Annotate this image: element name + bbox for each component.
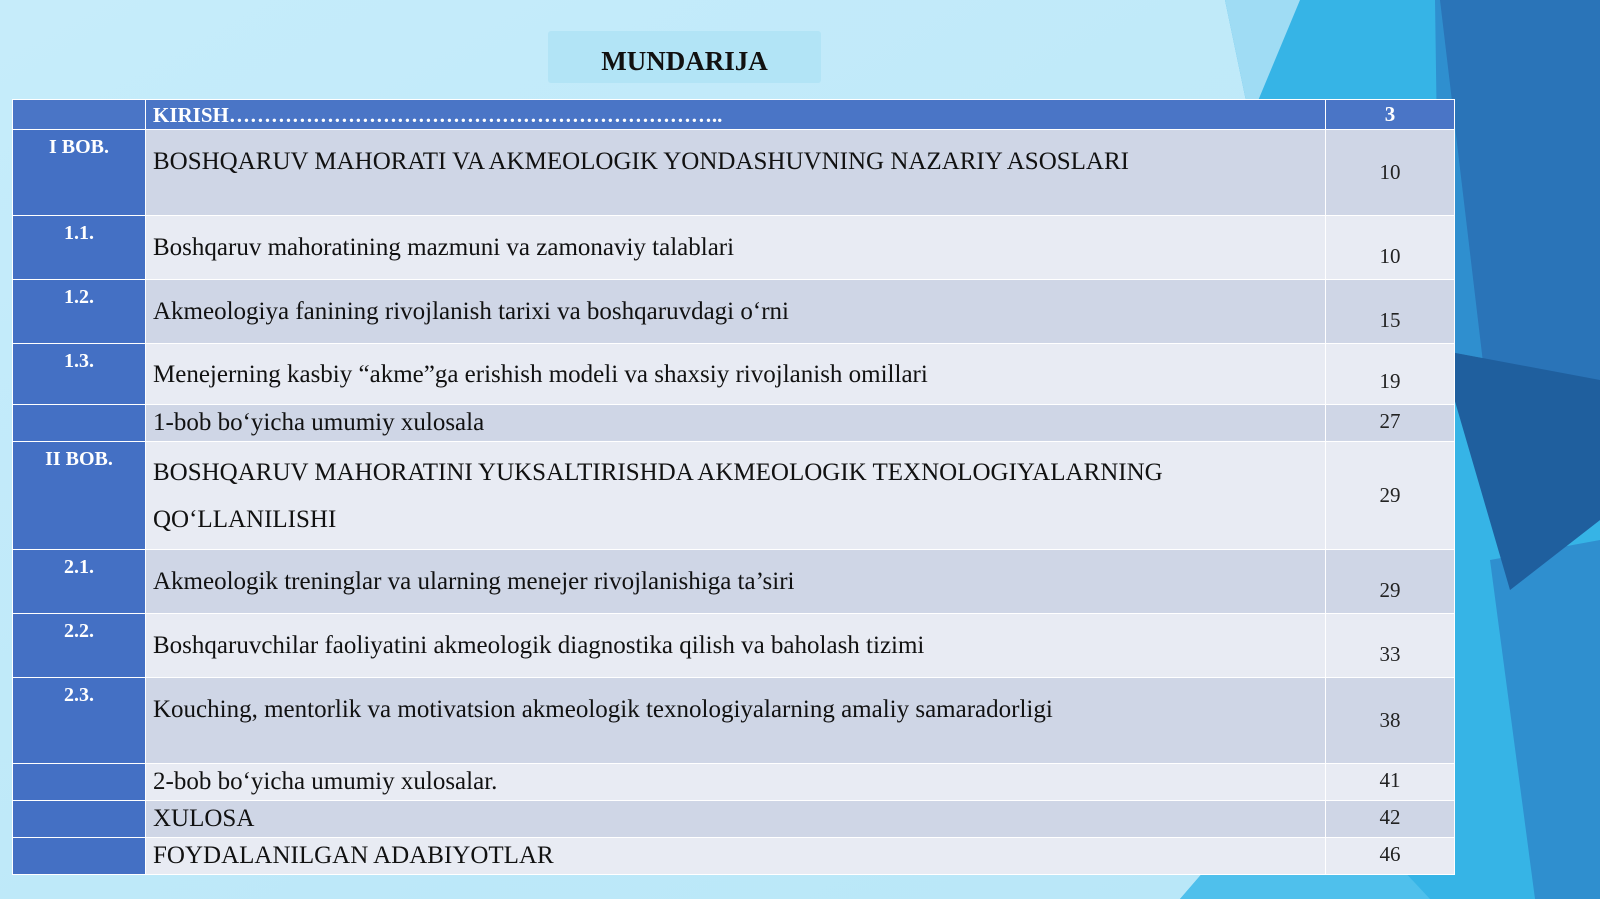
toc-page: 10 xyxy=(1326,130,1455,216)
toc-page: 38 xyxy=(1326,678,1455,764)
toc-number: 2.1. xyxy=(13,550,146,614)
toc-label[interactable]: 1-bob bo‘yicha umumiy xulosala xyxy=(146,405,1326,442)
toc-number: II BOB. xyxy=(13,442,146,550)
toc-page: 3 xyxy=(1326,100,1455,130)
toc-label[interactable]: FOYDALANILGAN ADABIYOTLAR xyxy=(146,838,1326,875)
toc-number: 2.3. xyxy=(13,678,146,764)
toc-number: 1.2. xyxy=(13,280,146,344)
toc-number xyxy=(13,838,146,875)
toc-number: I BOB. xyxy=(13,130,146,216)
toc-label[interactable]: Menejerning kasbiy “akme”ga erishish modeli va shaxsiy rivojlanish omillari xyxy=(146,344,1326,405)
toc-number: 2.2. xyxy=(13,614,146,678)
toc-row-chapter-1 xyxy=(13,130,1455,216)
toc-label[interactable]: Akmeologik treninglar va ularning menejer rivojlanishiga ta’siri xyxy=(146,550,1326,614)
toc-label[interactable]: Kouching, mentorlik va motivatsion akmeologik texnologiyalarning amaliy samaradorligi xyxy=(146,678,1326,764)
toc-label[interactable]: XULOSA xyxy=(146,801,1326,838)
toc-label[interactable]: Boshqaruvchilar faoliyatini akmeologik diagnostika qilish va baholash tizimi xyxy=(146,614,1326,678)
toc-number xyxy=(13,764,146,801)
toc-row-1-2 xyxy=(13,280,1455,344)
toc-number: 1.1. xyxy=(13,216,146,280)
toc-page: 27 xyxy=(1326,405,1455,442)
toc-number xyxy=(13,100,146,130)
title-box xyxy=(548,31,821,83)
toc-label[interactable]: Akmeologiya fanining rivojlanish tarixi va boshqaruvdagi o‘rni xyxy=(146,280,1326,344)
toc-label[interactable]: KIRISH…………………………………………………………….. xyxy=(146,100,1326,130)
toc-page: 29 xyxy=(1326,442,1455,550)
toc-page: 10 xyxy=(1326,216,1455,280)
toc-row-2-1 xyxy=(13,550,1455,614)
page-title: MUNDARIJA xyxy=(601,45,768,76)
toc-page: 33 xyxy=(1326,614,1455,678)
toc-label[interactable]: Boshqaruv mahoratining mazmuni va zamonaviy talablari xyxy=(146,216,1326,280)
toc-label[interactable]: 2-bob bo‘yicha umumiy xulosalar. xyxy=(146,764,1326,801)
toc-label[interactable]: BOSHQARUV MAHORATI VA AKMEOLOGIK YONDASHUVNING NAZARIY ASOSLARI xyxy=(146,130,1326,216)
toc-number: 1.3. xyxy=(13,344,146,405)
toc-page: 19 xyxy=(1326,344,1455,405)
toc-row-intro xyxy=(13,100,1455,130)
toc-row-1-1 xyxy=(13,216,1455,280)
toc-page: 46 xyxy=(1326,838,1455,875)
toc-page: 42 xyxy=(1326,801,1455,838)
toc-page: 15 xyxy=(1326,280,1455,344)
toc-label[interactable]: BOSHQARUV MAHORATINI YUKSALTIRISHDA AKMEOLOGIK TEXNOLOGIYALARNING QO‘LLANILISHI xyxy=(146,442,1326,550)
toc-row-1-3 xyxy=(13,344,1455,405)
toc-row-conclusion xyxy=(13,801,1455,838)
toc-row-chapter-1-summary xyxy=(13,405,1455,442)
toc-number xyxy=(13,801,146,838)
toc-row-chapter-2 xyxy=(13,442,1455,550)
toc-row-2-2 xyxy=(13,614,1455,678)
toc-row-2-3 xyxy=(13,678,1455,764)
toc-page: 41 xyxy=(1326,764,1455,801)
table-of-contents xyxy=(12,99,1455,875)
toc-page: 29 xyxy=(1326,550,1455,614)
toc-number xyxy=(13,405,146,442)
toc-row-references xyxy=(13,838,1455,875)
toc-row-chapter-2-summary xyxy=(13,764,1455,801)
